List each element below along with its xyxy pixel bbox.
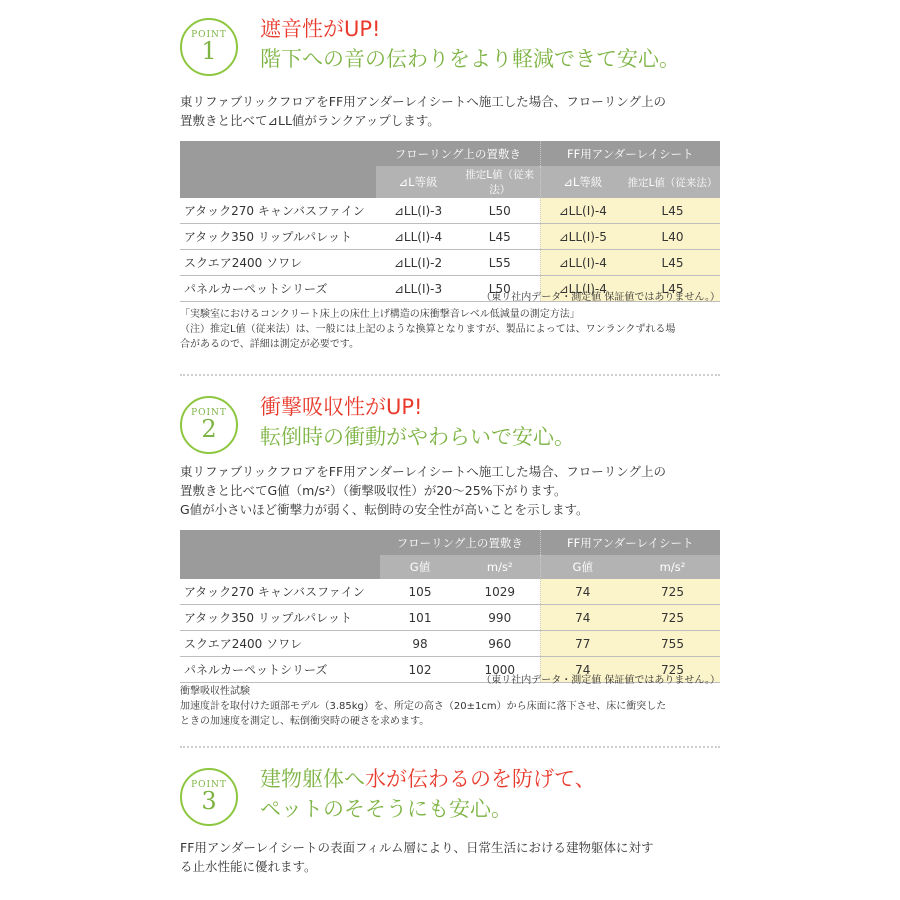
cell: ⊿LL(Ⅰ)-3 bbox=[376, 276, 460, 302]
table-row bbox=[180, 198, 720, 224]
row-name: パネルカーペットシリーズ bbox=[180, 276, 376, 302]
row-name: パネルカーペットシリーズ bbox=[180, 657, 380, 683]
note-line: 合があるので、詳細は測定が必要です。 bbox=[180, 339, 359, 350]
point2-badge-label: POINT bbox=[191, 408, 227, 418]
row-name: スクエア2400 ソワレ bbox=[180, 250, 376, 276]
point3-desc-line1: FF用アンダーレイシートの表面フィルム層により、日常生活における建物躯体に対す bbox=[180, 840, 654, 855]
point2-source: （東リ社内データ・測定値 保証値ではありません。） bbox=[481, 675, 720, 686]
note-line: ときの加速度を測定し、転倒衝突時の硬さを求めます。 bbox=[180, 716, 430, 727]
cell: L50 bbox=[460, 276, 540, 302]
point3-badge bbox=[180, 768, 238, 826]
point3-badge-number: 3 bbox=[201, 787, 217, 815]
point2-description bbox=[180, 462, 666, 519]
point1-desc-line2: 置敷きと比べて⊿LL値がランクアップします。 bbox=[180, 113, 440, 128]
cell: ⊿LL(Ⅰ)-2 bbox=[376, 250, 460, 276]
point1-desc-line1: 東リファブリックフロアをFF用アンダーレイシートへ施工した場合、フローリング上の bbox=[180, 94, 667, 109]
col-header: ⊿L等級 bbox=[376, 166, 460, 198]
table-corner bbox=[180, 141, 376, 198]
col-header: G値 bbox=[540, 555, 625, 579]
section-divider bbox=[180, 374, 720, 376]
highlight-cell: ⊿LL(Ⅰ)-4 bbox=[540, 276, 625, 302]
row-name: アタック270 キャンバスファイン bbox=[180, 198, 376, 224]
point3-description bbox=[180, 838, 654, 876]
point1-badge-label: POINT bbox=[191, 30, 227, 40]
point3-headline bbox=[260, 764, 596, 824]
highlight-cell: L45 bbox=[625, 198, 720, 224]
highlight-cell: 74 bbox=[540, 579, 625, 605]
point3-title-red: 水が伝わるのを防げて、 bbox=[365, 767, 596, 791]
cell: 960 bbox=[460, 631, 540, 657]
cell: 101 bbox=[380, 605, 460, 631]
group-header-left: フローリング上の置敷き bbox=[376, 141, 540, 166]
point2-badge bbox=[180, 396, 238, 454]
point3-desc-line2: る止水性能に優れます。 bbox=[180, 859, 317, 874]
highlight-cell: 74 bbox=[540, 657, 625, 683]
point1-notes bbox=[180, 307, 675, 352]
col-header: m/s² bbox=[625, 555, 720, 579]
point1-badge bbox=[180, 18, 238, 76]
highlight-cell: L45 bbox=[625, 250, 720, 276]
cell: L45 bbox=[460, 224, 540, 250]
table-row bbox=[180, 250, 720, 276]
highlight-cell: ⊿LL(Ⅰ)-4 bbox=[540, 198, 625, 224]
point3-title-green2: ペットのそそうにも安心。 bbox=[260, 797, 512, 821]
group-header-left: フローリング上の置敷き bbox=[380, 530, 540, 555]
note-line: 「実験室におけるコンクリート床上の床仕上げ構造の床衝撃音レベル低減量の測定方法」 bbox=[180, 309, 580, 320]
point2-table bbox=[180, 530, 720, 683]
table-row bbox=[180, 224, 720, 250]
row-name: アタック270 キャンバスファイン bbox=[180, 579, 380, 605]
note-line: 衝撃吸収性試験 bbox=[180, 686, 250, 697]
highlight-cell: 755 bbox=[625, 631, 720, 657]
col-header: 推定L値（従来法） bbox=[625, 166, 720, 198]
point2-headline bbox=[260, 392, 575, 452]
cell: ⊿LL(Ⅰ)-3 bbox=[376, 198, 460, 224]
highlight-cell: 74 bbox=[540, 605, 625, 631]
point1-headline bbox=[260, 14, 680, 74]
table-row bbox=[180, 631, 720, 657]
note-line: （注）推定L値（従来法）は、一般には上記のような換算となりますが、製品によっては、ワンランクずれる場 bbox=[180, 324, 676, 335]
point3-section bbox=[180, 764, 720, 894]
point2-section bbox=[180, 392, 720, 742]
point1-section bbox=[180, 14, 720, 364]
point1-title-green: 階下への音の伝わりをより軽減できて安心。 bbox=[260, 47, 680, 71]
cell: 102 bbox=[380, 657, 460, 683]
highlight-cell: L40 bbox=[625, 224, 720, 250]
table-row bbox=[180, 579, 720, 605]
table-corner bbox=[180, 530, 380, 579]
highlight-cell: L45 bbox=[625, 276, 720, 302]
cell: 990 bbox=[460, 605, 540, 631]
point1-description bbox=[180, 92, 666, 130]
cell: 105 bbox=[380, 579, 460, 605]
highlight-cell: 725 bbox=[625, 579, 720, 605]
cell: 1029 bbox=[460, 579, 540, 605]
point2-badge-number: 2 bbox=[201, 415, 217, 443]
cell: L50 bbox=[460, 198, 540, 224]
note-line: 加速度計を取付けた頭部モデル（3.85kg）を、所定の高さ（20±1cm）から床面に落下させ、床に衝突した bbox=[180, 701, 667, 712]
group-header-right: FF用アンダーレイシート bbox=[540, 141, 720, 166]
col-header: 推定L値（従来法） bbox=[460, 166, 540, 198]
cell: 98 bbox=[380, 631, 460, 657]
cell: ⊿LL(Ⅰ)-4 bbox=[376, 224, 460, 250]
point2-desc-line3: G値が小さいほど衝撃力が弱く、転倒時の安全性が高いことを示します。 bbox=[180, 502, 589, 517]
row-name: アタック350 リップルパレット bbox=[180, 605, 380, 631]
row-name: アタック350 リップルパレット bbox=[180, 224, 376, 250]
cell: L55 bbox=[460, 250, 540, 276]
point2-notes bbox=[180, 684, 666, 729]
point3-badge-label: POINT bbox=[191, 780, 227, 790]
highlight-cell: ⊿LL(Ⅰ)-4 bbox=[540, 250, 625, 276]
highlight-cell: 725 bbox=[625, 657, 720, 683]
col-header: G値 bbox=[380, 555, 460, 579]
group-header-right: FF用アンダーレイシート bbox=[540, 530, 720, 555]
highlight-cell: ⊿LL(Ⅰ)-5 bbox=[540, 224, 625, 250]
table-row bbox=[180, 605, 720, 631]
highlight-cell: 77 bbox=[540, 631, 625, 657]
highlight-cell: 725 bbox=[625, 605, 720, 631]
point2-desc-line2: 置敷きと比べてG値（m/s²）（衝撃吸収性）が20～25%下がります。 bbox=[180, 483, 567, 498]
col-header: m/s² bbox=[460, 555, 540, 579]
point2-title-green: 転倒時の衝動がやわらいで安心。 bbox=[260, 425, 575, 449]
cell: 1000 bbox=[460, 657, 540, 683]
point1-source: （東リ社内データ・測定値 保証値ではありません。） bbox=[481, 292, 720, 303]
point3-title-green1: 建物躯体へ bbox=[260, 767, 365, 791]
point2-desc-line1: 東リファブリックフロアをFF用アンダーレイシートへ施工した場合、フローリング上の bbox=[180, 464, 667, 479]
point1-title-red: 遮音性がUP! bbox=[260, 17, 381, 41]
point1-badge-number: 1 bbox=[201, 37, 217, 65]
point1-table bbox=[180, 141, 720, 302]
section-divider bbox=[180, 746, 720, 748]
row-name: スクエア2400 ソワレ bbox=[180, 631, 380, 657]
col-header: ⊿L等級 bbox=[540, 166, 625, 198]
point2-title-red: 衝撃吸収性がUP! bbox=[260, 395, 423, 419]
